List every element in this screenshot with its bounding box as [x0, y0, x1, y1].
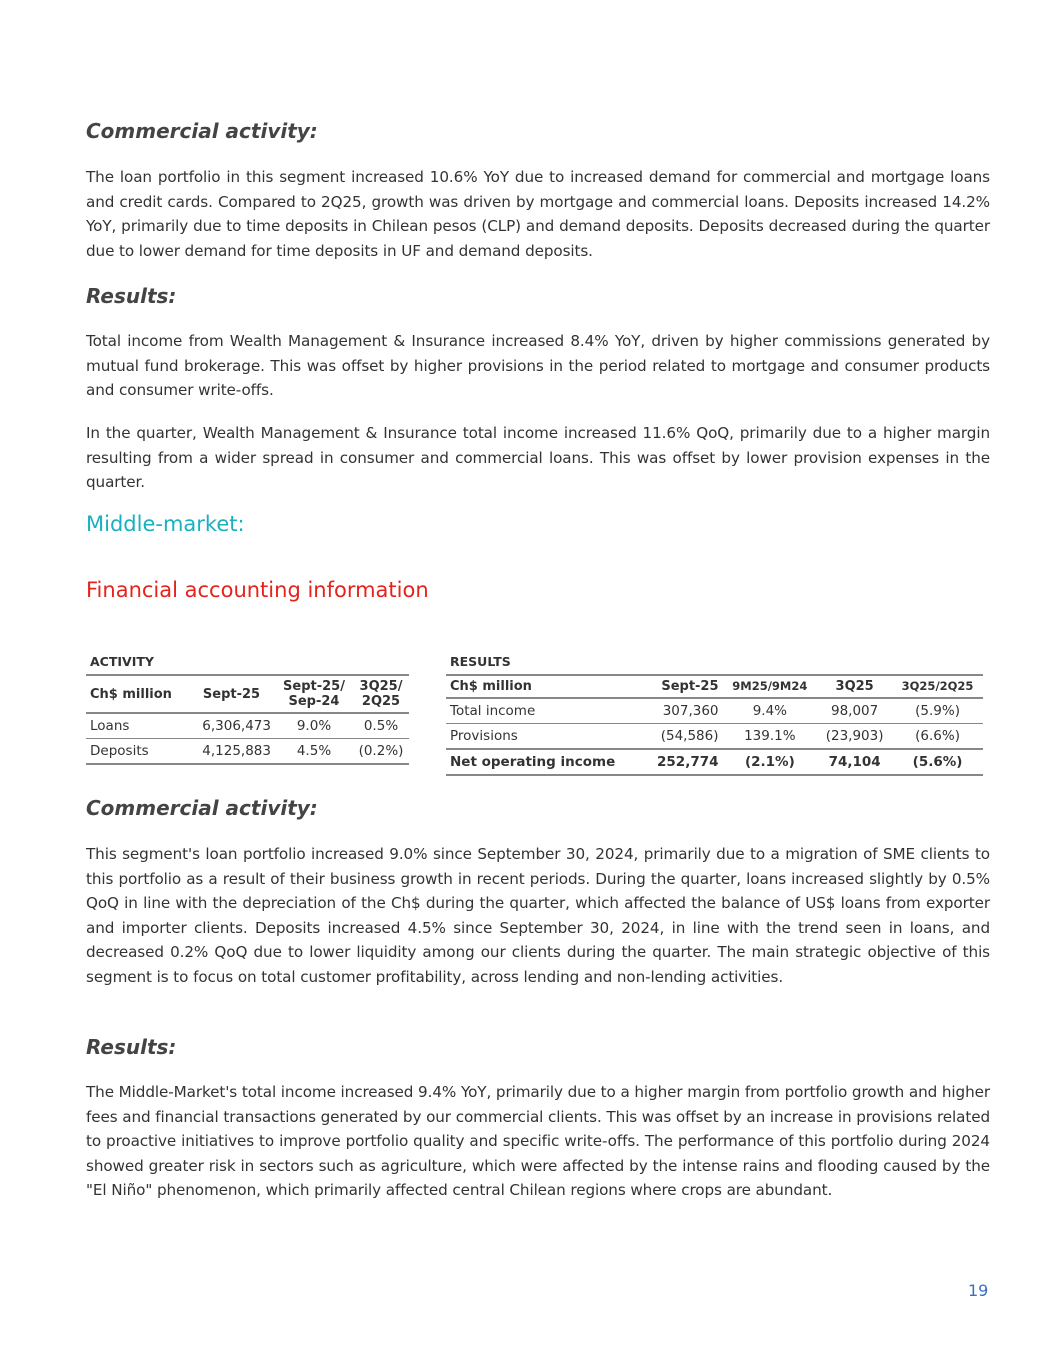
cell: (6.6%) [892, 724, 983, 750]
paragraph: The loan portfolio in this segment increased 10.6% YoY due to increased demand for commercial and mortgage loans and credit cards. Compared to 2Q25, growth was driven by mortgage and commercial loans. Deposits increased 14.2% YoY, primarily due to time deposits in Chilean pesos (CLP) and demand deposits. Deposits decreased during the quarter due to lower demand for time deposits in UF and demand deposits. [86, 168, 990, 260]
heading-results: Results: [86, 284, 177, 308]
column-header: Sept-25/ Sep-24 [275, 675, 353, 713]
cell: 9.4% [723, 698, 818, 724]
cell: 74,104 [817, 749, 892, 775]
paragraph: Total income from Wealth Management & Insurance increased 8.4% YoY, driven by higher commissions generated by mutual fund brokerage. This was offset by higher provisions in the period related to mortgage and consumer products and consumer write-offs. [86, 332, 990, 399]
cell: (54,586) [643, 724, 722, 750]
page-number: 19 [968, 1281, 989, 1300]
cell: (5.9%) [892, 698, 983, 724]
cell: 4.5% [275, 739, 353, 765]
cell: (0.2%) [353, 739, 409, 765]
table-caption: RESULTS [450, 653, 511, 669]
table-row [86, 739, 409, 765]
column-header: Ch$ million [86, 675, 188, 713]
cell: Total income [446, 698, 643, 724]
results-table [446, 652, 983, 776]
column-header: Ch$ million [446, 675, 643, 698]
heading-commercial-activity: Commercial activity: [86, 796, 318, 820]
cell: (23,903) [817, 724, 892, 750]
cell: Loans [86, 713, 188, 739]
column-header: 3Q25/ 2Q25 [353, 675, 409, 713]
activity-table [86, 652, 409, 765]
cell: 252,774 [643, 749, 722, 775]
cell: 139.1% [723, 724, 818, 750]
paragraph: The Middle-Market's total income increased 9.4% YoY, primarily due to a higher margin from portfolio growth and higher fees and financial transactions generated by our commercial clients. This was offset by an increase in provisions related to proactive initiatives to improve portfolio quality and specific write-offs. The performance of this portfolio during 2024 showed greater risk in sectors such as agriculture, which were affected by the intense rains and flooding caused by the "El Niño" phenomenon, which primarily affected central Chilean regions where crops are abundant. [86, 1083, 990, 1199]
cell: (5.6%) [892, 749, 983, 775]
cell: 307,360 [643, 698, 722, 724]
table-caption: ACTIVITY [90, 653, 154, 669]
cell: 4,125,883 [188, 739, 275, 765]
table-row [446, 698, 983, 724]
column-header: Sept-25 [643, 675, 722, 698]
table-row [446, 724, 983, 750]
cell: Net operating income [446, 749, 643, 775]
cell: 0.5% [353, 713, 409, 739]
column-header: 9M25/9M24 [723, 675, 818, 698]
heading-commercial-activity: Commercial activity: [86, 119, 318, 143]
cell: 6,306,473 [188, 713, 275, 739]
cell: 98,007 [817, 698, 892, 724]
cell: 9.0% [275, 713, 353, 739]
cell: Deposits [86, 739, 188, 765]
column-header: Sept-25 [188, 675, 275, 713]
column-header: 3Q25/2Q25 [892, 675, 983, 698]
section-heading: Financial accounting information [86, 578, 429, 602]
table-row [86, 713, 409, 739]
cell: Provisions [446, 724, 643, 750]
heading-results: Results: [86, 1035, 177, 1059]
table-row [446, 749, 983, 775]
cell: (2.1%) [723, 749, 818, 775]
paragraph: In the quarter, Wealth Management & Insurance total income increased 11.6% QoQ, primarily due to a higher margin resulting from a wider spread in consumer and commercial loans. This was offset by lower provision expenses in the quarter. [86, 424, 990, 491]
column-header: 3Q25 [817, 675, 892, 698]
paragraph: This segment's loan portfolio increased 9.0% since September 30, 2024, primarily due to a migration of SME clients to this portfolio as a result of their business growth in recent periods. During the quarter, loans increased slightly by 0.5% QoQ in line with the depreciation of the Ch$ during the quarter, which affected the balance of US$ loans from exporter and importer clients. Deposits increased 4.5% since September 30, 2024, in line with the trend seen in loans, and decreased 0.2% QoQ due to lower liquidity among our clients during the quarter. The main strategic objective of this segment is to focus on total customer profitability, across lending and non-lending activities. [86, 845, 990, 986]
segment-heading: Middle-market: [86, 512, 245, 536]
